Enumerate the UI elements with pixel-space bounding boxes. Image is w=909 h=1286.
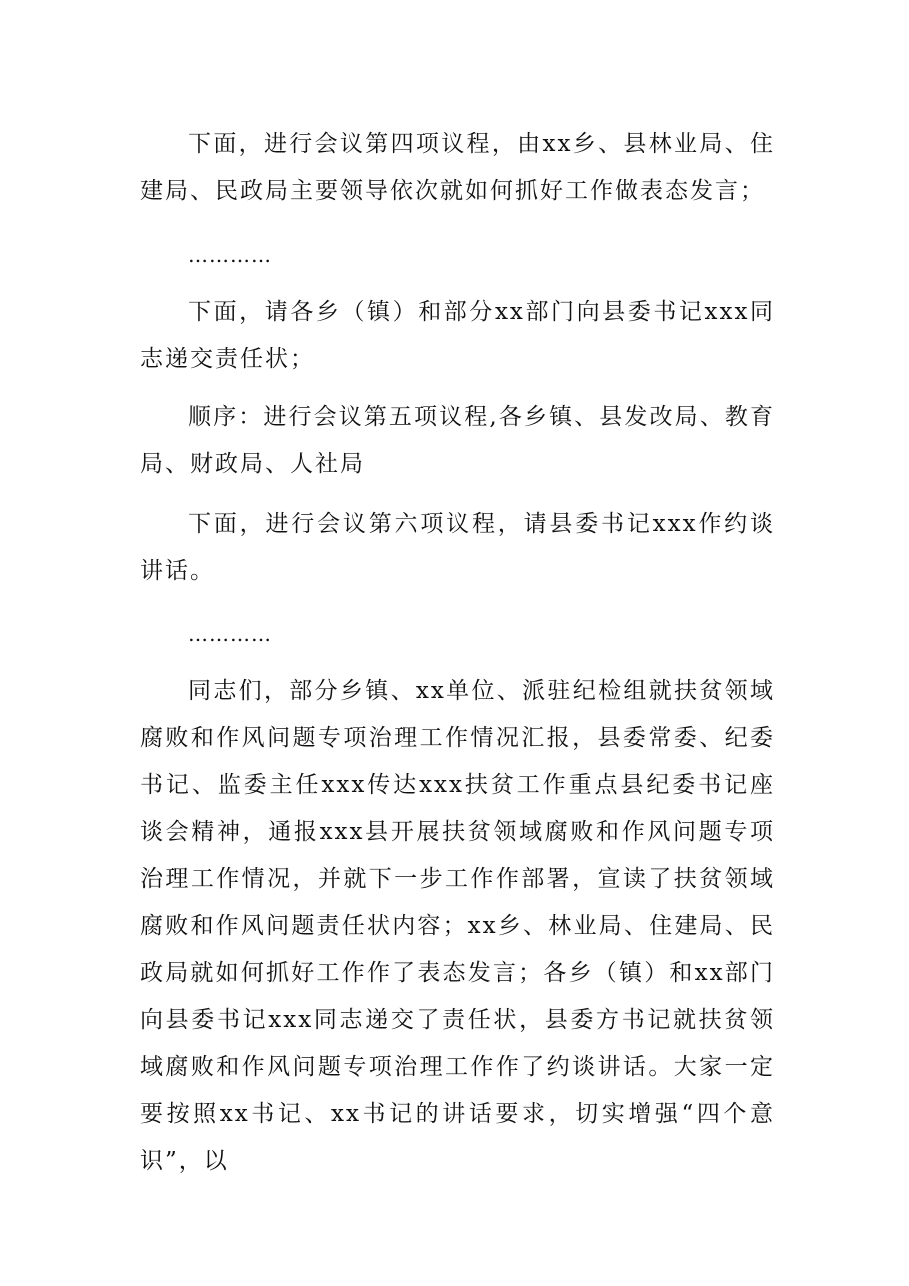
paragraph-order-five: 顺序：进行会议第五项议程,各乡镇、县发改局、教育局、财政局、人社局 (140, 404, 775, 477)
paragraph-agenda-six: 下面，进行会议第六项议程，请县委书记xxx作约谈讲话。 (140, 511, 775, 584)
paragraph-agenda-four: 下面，进行会议第四项议程，由xx乡、县林业局、住建局、民政局主要领导依次就如何抓好工作做表态发言； (140, 131, 775, 204)
ellipsis-separator-2: ………… (188, 622, 272, 646)
paragraph-summary: 同志们，部分乡镇、xx单位、派驻纪检组就扶贫领域腐败和作风问题专项治理工作情况汇报，县委常委、纪委书记、监委主任xxx传达xxx扶贫工作重点县纪委书记座谈会精神，通报xxx县开展扶贫领域腐败和作风问题专项治理工作情况，并就下一步工作作部署，宣读了扶贫领域腐败和作风问题责任状内容；xx乡、林业局、住建局、民政局就如何抓好工作作了表态发言；各乡（镇）和xx部门向县委书记xxx同志递交了责任状，县委方书记就扶贫领域腐败和作风问题专项治理工作作了约谈讲话。大家一定要按照xx书记、xx书记的讲话要求，切实增强“四个意识”，以 (140, 678, 775, 1174)
ellipsis-separator-1: ………… (188, 243, 272, 267)
paragraph-responsibility-letter: 下面，请各乡（镇）和部分xx部门向县委书记xxx同志递交责任状； (140, 299, 775, 372)
